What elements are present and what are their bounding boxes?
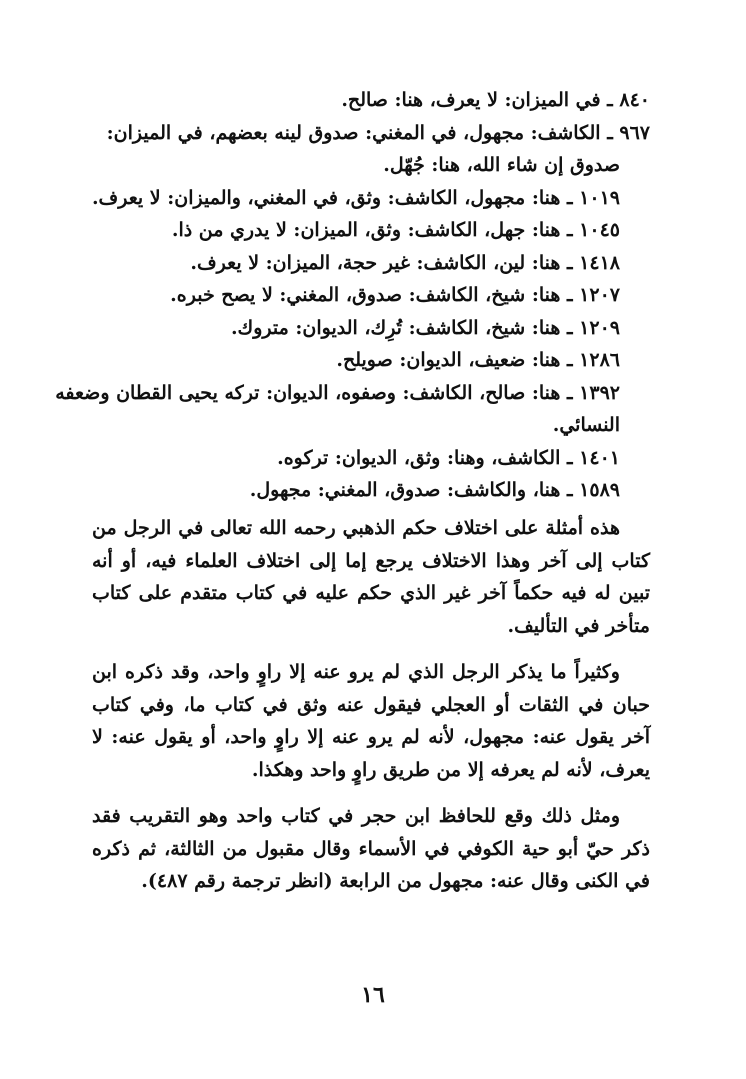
paragraph-1: هذه أمثلة على اختلاف حكم الذهبي رحمه الله تعالى في الرجل من كتاب إلى آخر وهذا الاختلاف يرجع إما إلى اختلاف العلماء فيه، أو أنه تبين له فيه حكماً آخر غير الذي حكم عليه في كتاب متقدم على كتاب متأخر في التأليف. (92, 517, 650, 637)
entry-1207: ١٢٠٧ ـ هنا: شيخ، الكاشف: صدوق، المغني: لا يصح خبره. (170, 284, 620, 306)
entry-1401: ١٤٠١ ـ الكاشف، وهنا: وثق، الديوان: تركوه. (277, 446, 620, 469)
entry-1209: ١٢٠٩ ـ هنا: شيخ، الكاشف: تُرِك، الديوان: متروك. (230, 316, 620, 339)
paragraph-2: وكثيراً ما يذكر الرجل الذي لم يرو عنه إلا راوٍ واحد، وقد ذكره ابن حبان في الثقات أو العجلي فيقول عنه وثق في كتاب ما، وفي كتاب آخر يقول عنه: مجهول، لأنه لم يرو عنه إلا راوٍ واحد، أو يقول عنه: لا يعرف، لأنه لم يعرفه إلا من طريق راوٍ واحد وهكذا. (92, 661, 650, 781)
entry-1286: ١٢٨٦ ـ هنا: ضعيف، الديوان: صويلح. (336, 349, 620, 371)
entry-1392: ١٣٩٢ ـ هنا: صالح، الكاشف: وصفوه، الديوان: تركه يحيى القطان وضعفه (55, 381, 620, 404)
page-number: ١٦ (361, 982, 385, 1008)
entry-967-continuation: صدوق إن شاء الله، هنا: جُهّل. (383, 154, 620, 176)
entry-1045: ١٠٤٥ ـ هنا: جهل، الكاشف: وثق، الميزان: لا يدري من ذا. (171, 219, 620, 241)
paragraph-3: ومثل ذلك وقع للحافظ ابن حجر في كتاب واحد وهو التقريب فقد ذكر حيّ أبو حية الكوفي في الأسماء وقال مقبول من الثالثة، ثم ذكره في الكنى وقال عنه: مجهول من الرابعة (انظر ترجمة رقم ٤٨٧). (92, 805, 650, 892)
entry-840: ٨٤٠ ـ في الميزان: لا يعرف، هنا: صالح. (341, 89, 650, 111)
entry-1392-continuation: النسائي. (552, 414, 620, 436)
entry-1589: ١٥٨٩ ـ هنا، والكاشف: صدوق، المغني: مجهول. (249, 479, 620, 501)
entries-list (40, 84, 650, 507)
entry-1019: ١٠١٩ ـ هنا: مجهول، الكاشف: وثق، في المغني، والميزان: لا يعرف. (91, 186, 620, 209)
entry-967: ٩٦٧ ـ الكاشف: مجهول، في المغني: صدوق لينه بعضهم، في الميزان: (106, 121, 650, 144)
body-text (92, 512, 650, 912)
entry-1418: ١٤١٨ ـ هنا: لين، الكاشف: غير حجة، الميزان: لا يعرف. (190, 251, 620, 274)
